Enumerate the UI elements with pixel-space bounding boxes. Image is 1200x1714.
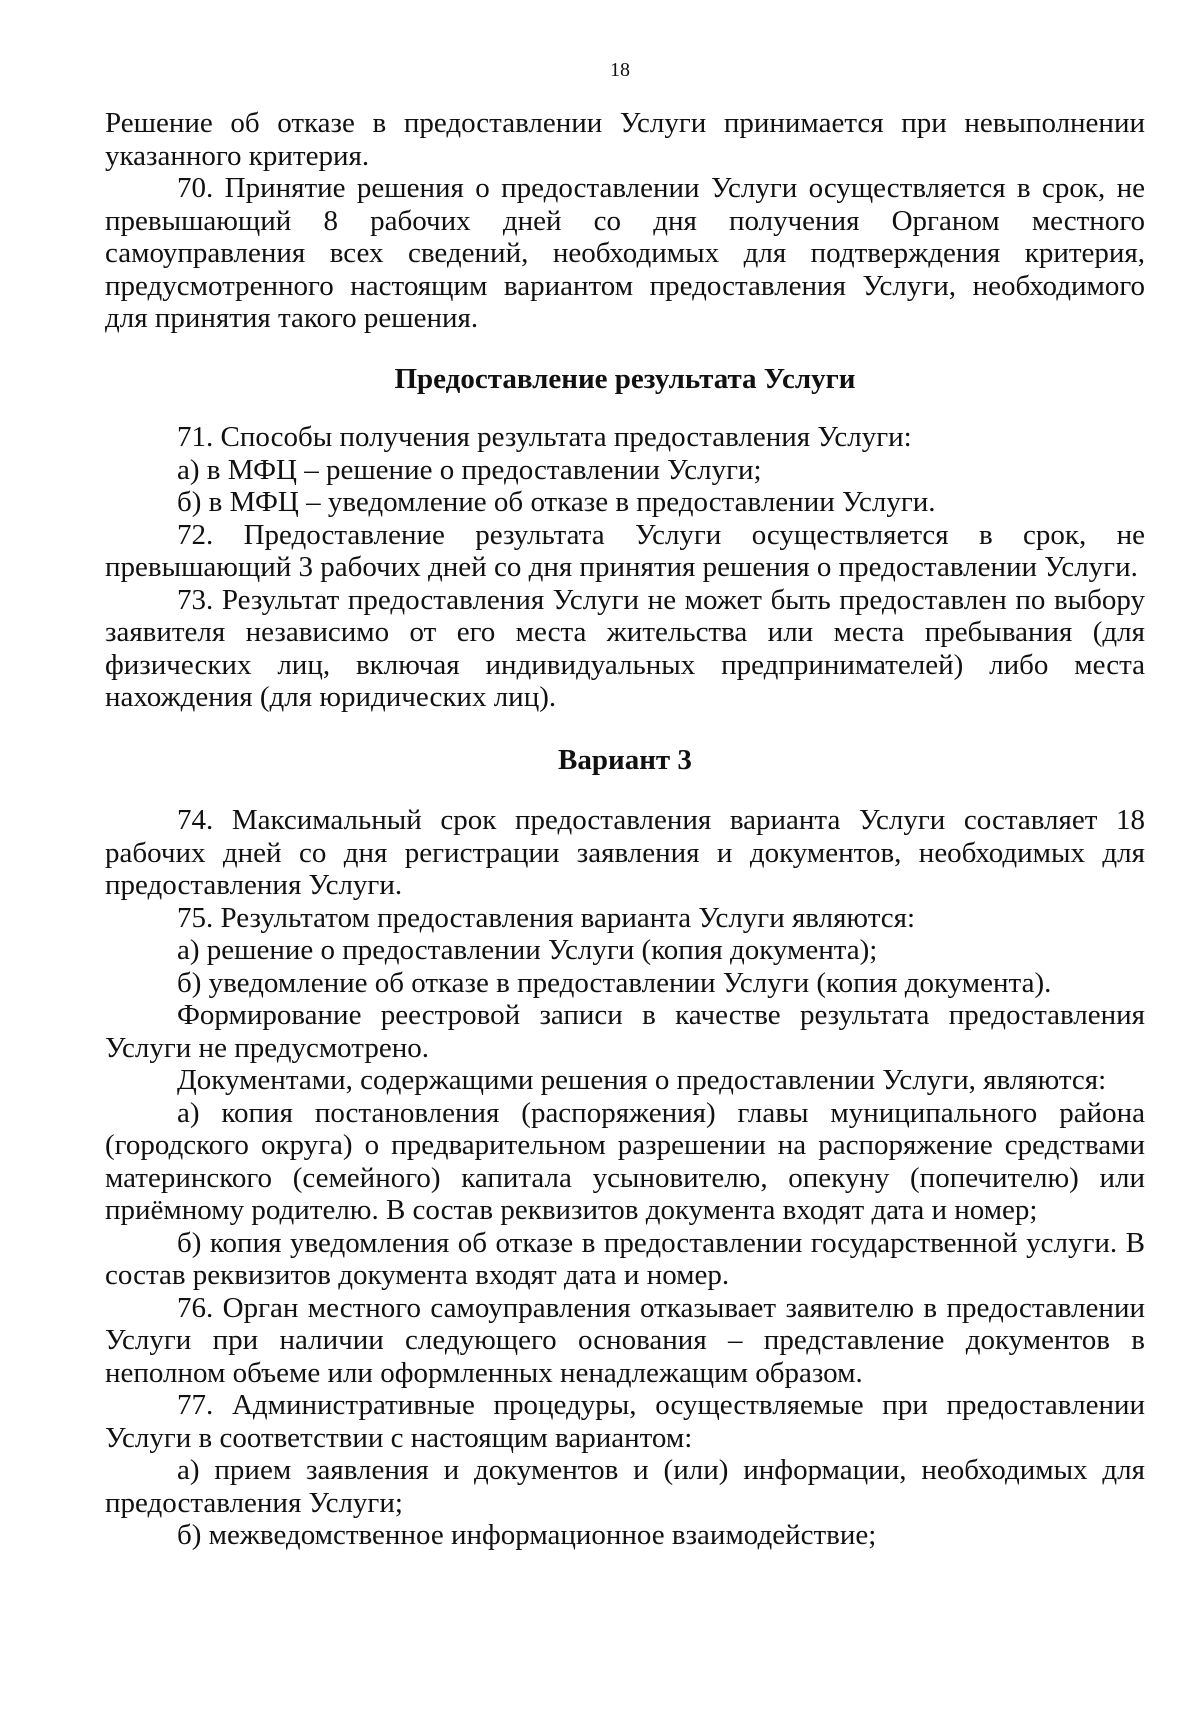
- document-body: [105, 107, 1145, 1552]
- section-heading-variant-3: Вариант 3: [558, 743, 692, 776]
- paragraph-77: 77. Административные процедуры, осуществляемые при предоставлении Услуги в соответствии с настоящим вариантом:: [105, 1389, 1145, 1454]
- paragraph-70: 70. Принятие решения о предоставлении Услуги осуществляется в срок, не превышающий 8 рабочих дней со дня получения Органом местного самоуправления всех сведений, необходимых для подтверждения критерия, предусмотренного настоящим вариантом предоставления Услуги, необходимого для принятия такого решения.: [105, 172, 1145, 334]
- page-number: 18: [610, 59, 630, 81]
- list-item-71b: б) в МФЦ – уведомление об отказе в предоставлении Услуги.: [177, 486, 936, 518]
- list-item-documents-a: а) копия постановления (распоряжения) главы муниципального района (городского округа) о предварительном разрешении на распоряжение средствами материнского (семейного) капитала усыновителю, опекуну (попечителю) или приёмному родителю. В состав реквизитов документа входят дата и номер;: [105, 1096, 1145, 1226]
- section-heading-result: Предоставление результата Услуги: [394, 362, 856, 395]
- list-item-documents-b: б) копия уведомления об отказе в предоставлении государственной услуги. В состав реквизитов документа входят дата и номер.: [105, 1226, 1145, 1291]
- list-item-75b: б) уведомление об отказе в предоставлении Услуги (копия документа).: [177, 966, 1052, 999]
- list-item-77b: б) межведомственное информационное взаимодействие;: [177, 1519, 877, 1551]
- paragraph-75: 75. Результатом предоставления варианта Услуги являются:: [177, 901, 915, 934]
- paragraph-72: 72. Предоставление результата Услуги осуществляется в срок, не превышающий 3 рабочих дней со дня принятия решения о предоставлении Услуги.: [105, 518, 1145, 583]
- paragraph-decision-documents: Документами, содержащими решения о предоставлении Услуги, являются:: [177, 1064, 1107, 1096]
- paragraph-71: 71. Способы получения результата предоставления Услуги:: [177, 421, 912, 453]
- list-item-75a: а) решение о предоставлении Услуги (копия документа);: [177, 934, 878, 966]
- list-item-77a: а) прием заявления и документов и (или) информации, необходимых для предоставления Услуги;: [105, 1454, 1145, 1519]
- paragraph-76: 76. Орган местного самоуправления отказывает заявителю в предоставлении Услуги при наличии следующего основания – представление документов в неполном объеме или оформленных ненадлежащим образом.: [105, 1291, 1145, 1389]
- paragraph-registry-record: Формирование реестровой записи в качестве результата предоставления Услуги не предусмотрено.: [105, 999, 1145, 1064]
- paragraph-73: 73. Результат предоставления Услуги не может быть предоставлен по выбору заявителя независимо от его места жительства или места пребывания (для физических лиц, включая индивидуальных предпринимателей) либо места нахождения (для юридических лиц).: [105, 583, 1145, 713]
- list-item-71a: а) в МФЦ – решение о предоставлении Услуги;: [177, 453, 762, 486]
- paragraph-74: 74. Максимальный срок предоставления варианта Услуги составляет 18 рабочих дней со дня регистрации заявления и документов, необходимых для предоставления Услуги.: [105, 804, 1145, 901]
- paragraph-refusal-decision: Решение об отказе в предоставлении Услуги принимается при невыполнении указанного критерия.: [105, 107, 1145, 172]
